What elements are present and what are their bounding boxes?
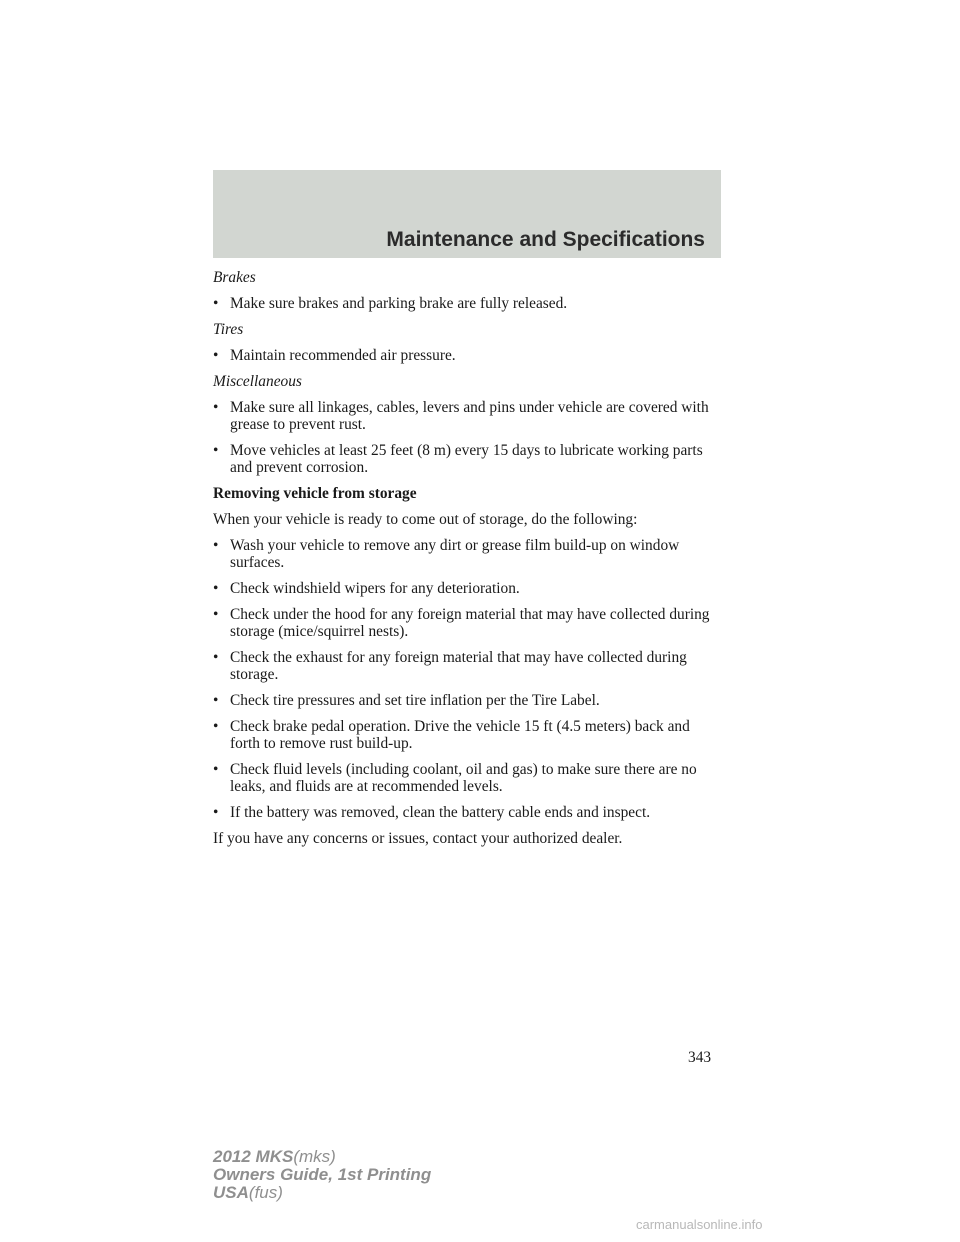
list-item: • Check fluid levels (including coolant, oil and gas) to make sure there are no leaks, and fluids are at recommended levels. xyxy=(213,761,697,795)
brakes-label: Brakes xyxy=(213,269,256,286)
list-item: • Maintain recommended air pressure. xyxy=(213,347,456,364)
list-item: • Make sure brakes and parking brake are fully released. xyxy=(213,295,568,312)
footer-line-guide: Owners Guide, 1st Printing xyxy=(213,1165,432,1184)
brakes-list xyxy=(213,295,723,312)
list-item: • Check tire pressures and set tire inflation per the Tire Label. xyxy=(213,692,600,709)
bullet-icon: • xyxy=(213,580,219,597)
bullet-icon: • xyxy=(213,537,219,554)
list-item: • Move vehicles at least 25 feet (8 m) every 15 days to lubricate working parts and prevent corrosion. xyxy=(213,442,703,476)
removing-storage-intro: When your vehicle is ready to come out of storage, do the following: xyxy=(213,511,638,528)
list-item: • Check brake pedal operation. Drive the vehicle 15 ft (4.5 meters) back and forth to remove rust build-up. xyxy=(213,718,690,752)
list-item: • Check under the hood for any foreign material that may have collected during storage (mice/squirrel nests). xyxy=(213,606,710,640)
list-item: • Check the exhaust for any foreign material that may have collected during storage. xyxy=(213,649,687,683)
list-item: • Wash your vehicle to remove any dirt or grease film build-up on window surfaces. xyxy=(213,537,680,571)
list-item: • Make sure all linkages, cables, levers and pins under vehicle are covered with grease to prevent rust. xyxy=(213,399,709,433)
tires-label: Tires xyxy=(213,321,244,338)
removing-storage-heading: Removing vehicle from storage xyxy=(213,485,417,502)
page-content xyxy=(213,269,723,856)
bullet-icon: • xyxy=(213,399,219,416)
list-item: • If the battery was removed, clean the battery cable ends and inspect. xyxy=(213,804,651,821)
footer-line-region: USA(fus) xyxy=(213,1183,283,1202)
bullet-icon: • xyxy=(213,761,219,778)
section-title: Maintenance and Specifications xyxy=(386,228,705,251)
tires-list xyxy=(213,347,723,364)
bullet-icon: • xyxy=(213,442,219,459)
bullet-icon: • xyxy=(213,606,219,623)
print-footer xyxy=(213,1148,431,1202)
watermark-link[interactable]: carmanualsonline.info xyxy=(636,1217,763,1232)
removing-storage-list xyxy=(213,537,723,821)
closing-note: If you have any concerns or issues, contact your authorized dealer. xyxy=(213,830,623,847)
bullet-icon: • xyxy=(213,692,219,709)
footer-line-model: 2012 MKS(mks) xyxy=(213,1147,336,1166)
page-number: 343 xyxy=(688,1049,712,1066)
section-header-band xyxy=(213,170,721,258)
bullet-icon: • xyxy=(213,718,219,735)
bullet-icon: • xyxy=(213,295,219,312)
bullet-icon: • xyxy=(213,804,219,821)
bullet-icon: • xyxy=(213,347,219,364)
miscellaneous-list xyxy=(213,399,723,476)
bullet-icon: • xyxy=(213,649,219,666)
miscellaneous-label: Miscellaneous xyxy=(213,373,302,390)
list-item: • Check windshield wipers for any deterioration. xyxy=(213,580,520,597)
